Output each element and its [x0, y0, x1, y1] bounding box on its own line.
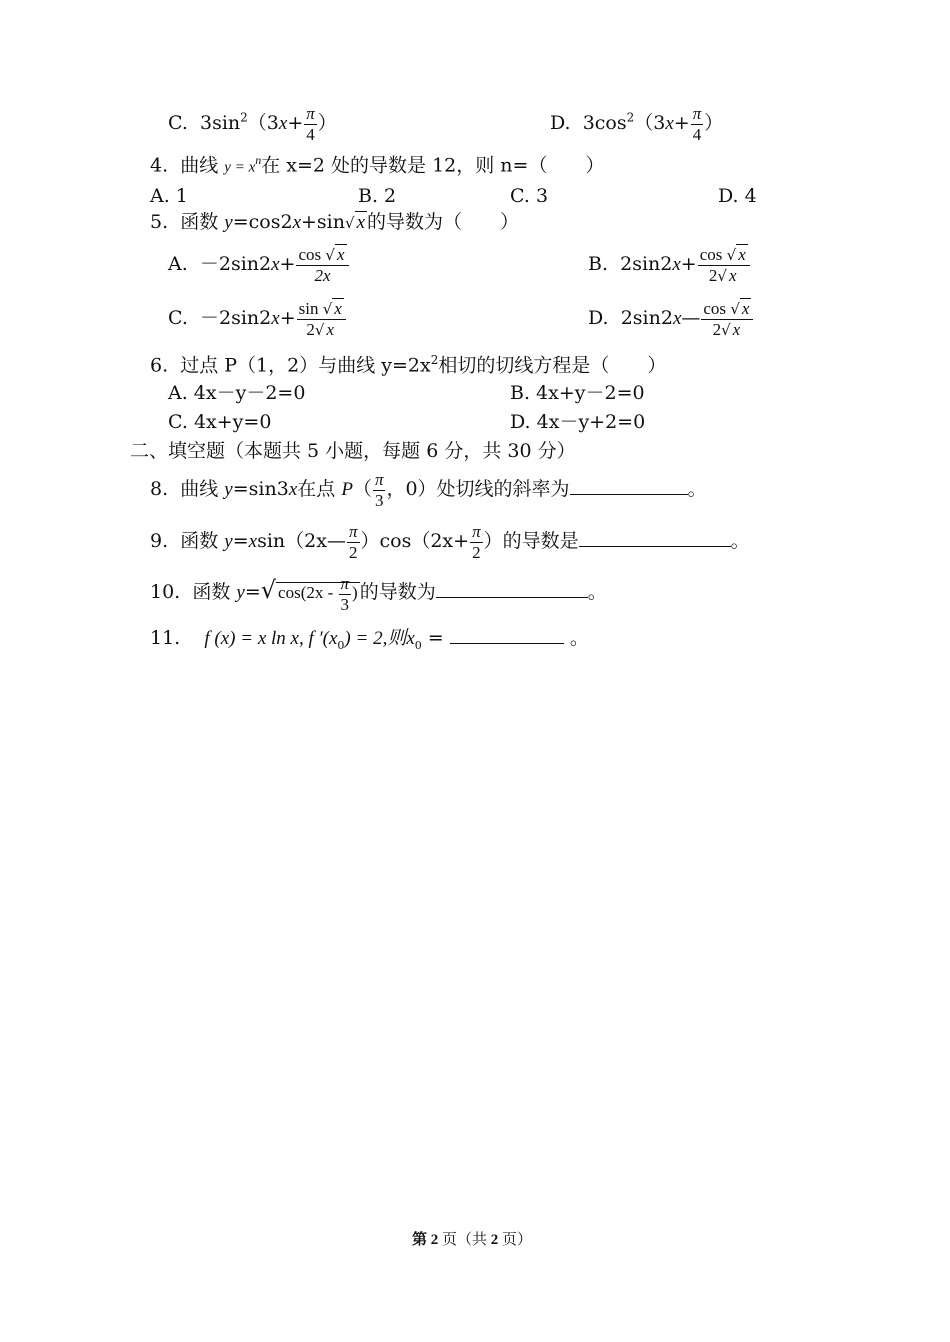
question-4: 4. 曲线 $y = x^n$在 x=2 处的导数是 12，则 n=（ ） [150, 153, 605, 177]
answer-blank[interactable] [579, 530, 731, 547]
question-8: 8. 曲线 y=sin3x在点 P（ $\frac{\pi}{3}$ ，0）处切线的斜率为 。 [150, 470, 707, 510]
q4-option-a: A. 1 [150, 185, 188, 207]
q6-option-a: A. 4x－y－2=0 [168, 382, 306, 404]
q4-option-d: D. 4 [718, 185, 757, 207]
answer-blank[interactable] [570, 478, 688, 495]
q5-option-b: B. 2sin2x+ $\frac{\cos √ x}{2√ x}$ [588, 245, 751, 285]
q5-option-d: D. 2sin2x— $\frac{\cos √ x}{2√ x}$ [588, 299, 754, 339]
q5-option-c: C. －2sin2x+ $\frac{\sin √ x}{2√ x}$ [168, 299, 347, 339]
section-2-heading: 二、填空题（本题共 5 小题，每题 6 分，共 30 分） [130, 440, 576, 462]
answer-blank[interactable] [436, 581, 588, 598]
q6-option-d: D. 4x－y+2=0 [510, 411, 646, 433]
q6-option-b: B. 4x+y－2=0 [510, 382, 645, 404]
answer-blank[interactable] [450, 627, 564, 644]
question-6: 6. 过点 P（1，2）与曲线 $y=2x^2$相切的切线方程是（ ） [150, 353, 667, 377]
q3-option-d: D. $3\cos^2(3x+$ $\frac{\pi}{4}$ ） [550, 104, 724, 144]
q3-option-c: C. $3\sin^2(3x+$ $\frac{\pi}{4}$ ） [168, 104, 337, 144]
q4-option-b: B. 2 [358, 185, 397, 207]
question-10: 10. 函数 y=√ cos(2x - $\frac{\pi}{3}$ ) 的导数为 。 [150, 574, 607, 614]
pi-over-4-fraction: $\frac{\pi}{4}$ [692, 104, 702, 144]
question-11: 11. f (x) = x ln x, f $'(x_0) = 2$,则$x_0$ = 。 [150, 627, 589, 652]
q4-option-c: C. 3 [510, 185, 549, 207]
pi-over-4-fraction: $\frac{\pi}{4}$ [306, 104, 315, 144]
page-footer: 第 2 页（共 2 页） [412, 1232, 533, 1248]
question-9: 9. 函数 y=xsin（2x— $\frac{\pi}{2}$ ）cos（2x+ $\frac{\pi}{2}$ ）的导数是 。 [150, 522, 750, 562]
q5-option-a: A. －2sin2x+ $\frac{\cos √ x}{2x}$ [168, 245, 350, 285]
question-5: 5. 函数 y=cos2x+sin√ x 的导数为（ ） [150, 211, 520, 233]
q6-option-c: C. 4x+y=0 [168, 411, 272, 433]
